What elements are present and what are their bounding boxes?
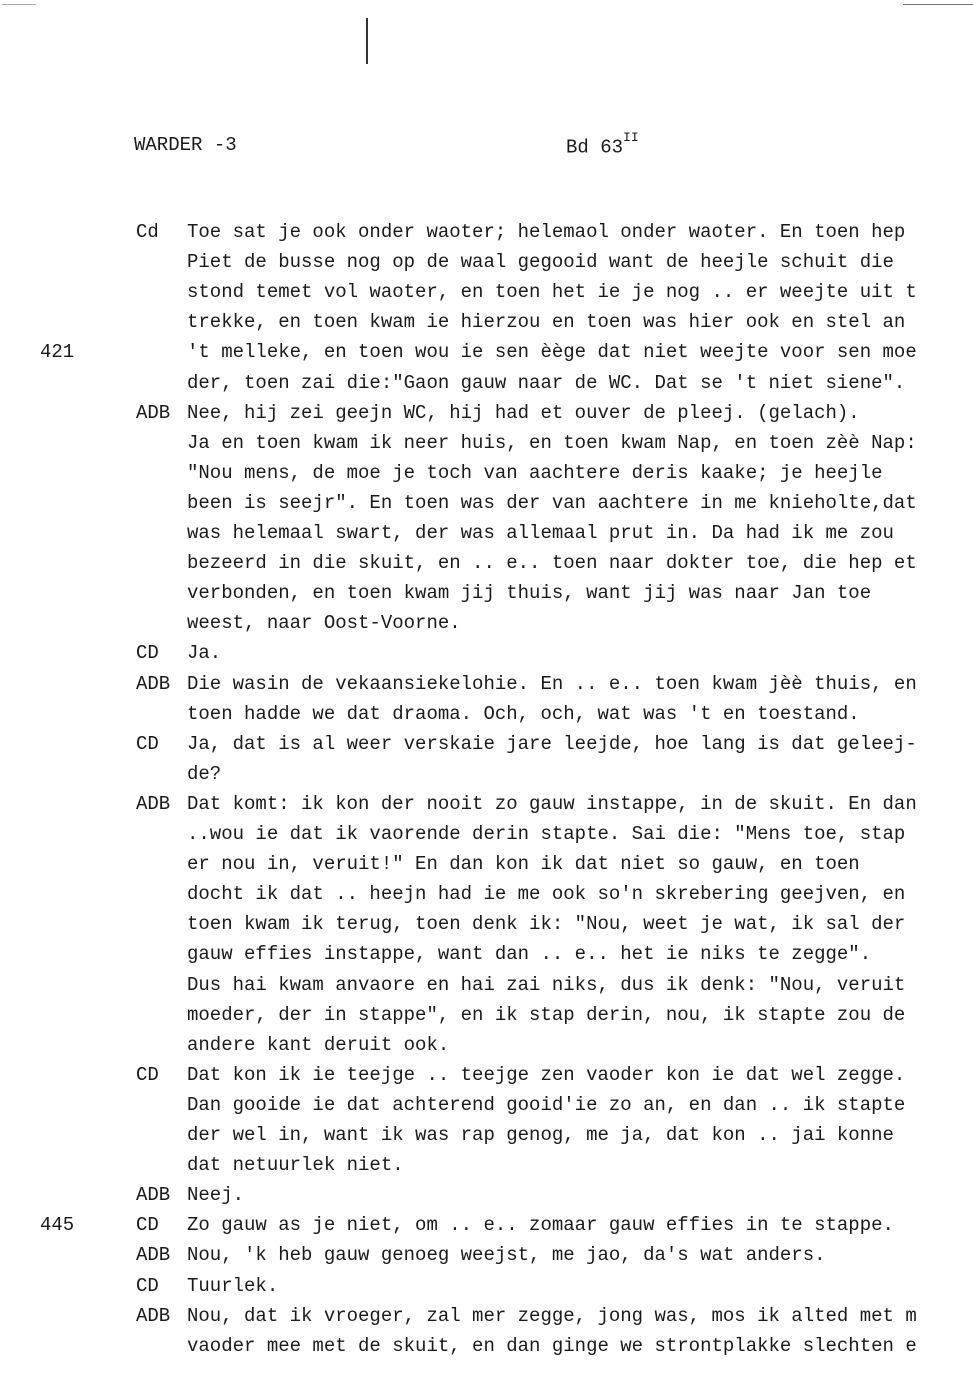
line-text: stond temet vol waoter, en toen het ie je nog .. er weejte uit t xyxy=(187,281,917,304)
line-text: der, toen zai die:"Gaon gauw naar de WC. Dat se 't niet siene". xyxy=(187,371,906,394)
line-text: weest, naar Oost-Voorne. xyxy=(187,612,461,635)
line-text: er nou in, veruit!" En dan kon ik dat niet so gauw, en toen xyxy=(187,853,860,876)
line-text: 't melleke, en toen wou ie sen èège dat niet weejte voor sen moe xyxy=(187,341,917,364)
line-text: verbonden, en toen kwam jij thuis, want jij was naar Jan toe xyxy=(187,582,872,605)
line-text: Toe sat je ook onder waoter; helemaol onder waoter. En toen hep xyxy=(187,221,906,243)
line-text: toen kwam ik terug, toen denk ik: "Nou, weet je wat, ik sal der xyxy=(187,913,906,936)
line-text: Nou, 'k heb gauw genoeg weejst, me jao, da's wat anders. xyxy=(187,1244,826,1267)
reference-code: Bd 63 xyxy=(566,136,624,159)
reference-superscript: II xyxy=(623,130,639,145)
speaker-label: Cd xyxy=(136,221,159,243)
line-text: toen hadde we dat draoma. Och, och, wat was 't en toestand. xyxy=(187,702,860,725)
line-text: docht ik dat .. heejn had ie me ook so'n skrebering geejven, en xyxy=(187,883,906,906)
line-text: Dat komt: ik kon der nooit zo gauw instappe, in de skuit. En dan xyxy=(187,792,917,815)
scan-mark xyxy=(2,4,36,5)
line-text: been is seejr". En toen was der van aachtere in me knieholte,dat xyxy=(187,491,917,514)
line-text: Ja, dat is al weer verskaie jare leejde, hoe lang is dat geleej- xyxy=(187,732,917,755)
speaker-label: ADB xyxy=(136,1244,171,1267)
speaker-label: CD xyxy=(136,642,159,665)
line-number: 421 xyxy=(40,341,75,364)
line-text: Nou, dat ik vroeger, zal mer zegge, jong was, mos ik alted met m xyxy=(187,1304,917,1327)
speaker-label: CD xyxy=(136,732,159,755)
line-text: der wel in, want ik was rap genog, me ja, dat kon .. jai konne xyxy=(187,1124,894,1146)
speaker-label: ADB xyxy=(136,1304,171,1327)
line-text: de? xyxy=(187,762,222,785)
line-text: Die wasin de vekaansiekelohie. En .. e.. toen kwam jèè thuis, en xyxy=(187,672,917,695)
line-text: Dat kon ik ie teejge .. teejge zen vaoder kon ie dat wel zegge. xyxy=(187,1063,906,1086)
line-text: Dus hai kwam anvaore en hai zai niks, dus ik denk: "Nou, veruit xyxy=(187,973,906,996)
speaker-label: ADB xyxy=(136,672,171,695)
line-text: andere kant deruit ook. xyxy=(187,1033,450,1056)
document-title: WARDER -3 xyxy=(134,134,237,156)
line-text: Neej. xyxy=(187,1184,245,1207)
line-text: was helemaal swart, der was allemaal prut in. Da had ik me zou xyxy=(187,522,894,544)
scan-vertical-mark xyxy=(366,18,368,64)
line-text: Tuurlek. xyxy=(187,1274,279,1297)
line-number: 445 xyxy=(40,1214,75,1237)
scan-mark-top-right xyxy=(903,4,973,5)
line-text: Ja en toen kwam ik neer huis, en toen kwam Nap, en toen zèè Nap: xyxy=(187,431,917,454)
speaker-label: ADB xyxy=(136,401,171,424)
speaker-label: CD xyxy=(136,1274,159,1297)
speaker-label: ADB xyxy=(136,792,171,815)
line-text: ..wou ie dat ik vaorende derin stapte. Sai die: "Mens toe, stap xyxy=(187,823,906,845)
line-text: moeder, der in stappe", en ik stap derin, nou, ik stapte zou de xyxy=(187,1003,906,1026)
line-text: dat netuurlek niet. xyxy=(187,1154,404,1177)
line-text: Dan gooide ie dat achterend gooid'ie zo an, en dan .. ik stapte xyxy=(187,1093,906,1116)
line-text: vaoder mee met de skuit, en dan ginge we strontplakke slechten e xyxy=(187,1334,917,1357)
line-text: "Nou mens, de moe je toch van aachtere deris kaake; je heejle xyxy=(187,461,883,484)
line-text: Piet de busse nog op de waal gegooid want de heejle schuit die xyxy=(187,251,894,274)
line-text: gauw effies instappe, want dan .. e.. het ie niks te zegge". xyxy=(187,943,872,966)
document-reference xyxy=(566,130,639,159)
line-text: Zo gauw as je niet, om .. e.. zomaar gauw effies in te stappe. xyxy=(187,1214,894,1237)
line-text: Ja. xyxy=(187,642,222,665)
speaker-label: CD xyxy=(136,1063,159,1086)
speaker-label: ADB xyxy=(136,1184,171,1207)
speaker-label: CD xyxy=(136,1214,159,1237)
line-text: Nee, hij zei geejn WC, hij had et ouver de pleej. (gelach). xyxy=(187,401,860,424)
line-text: trekke, en toen kwam ie hierzou en toen was hier ook en stel an xyxy=(187,311,906,334)
line-text: bezeerd in die skuit, en .. e.. toen naar dokter toe, die hep et xyxy=(187,552,917,575)
